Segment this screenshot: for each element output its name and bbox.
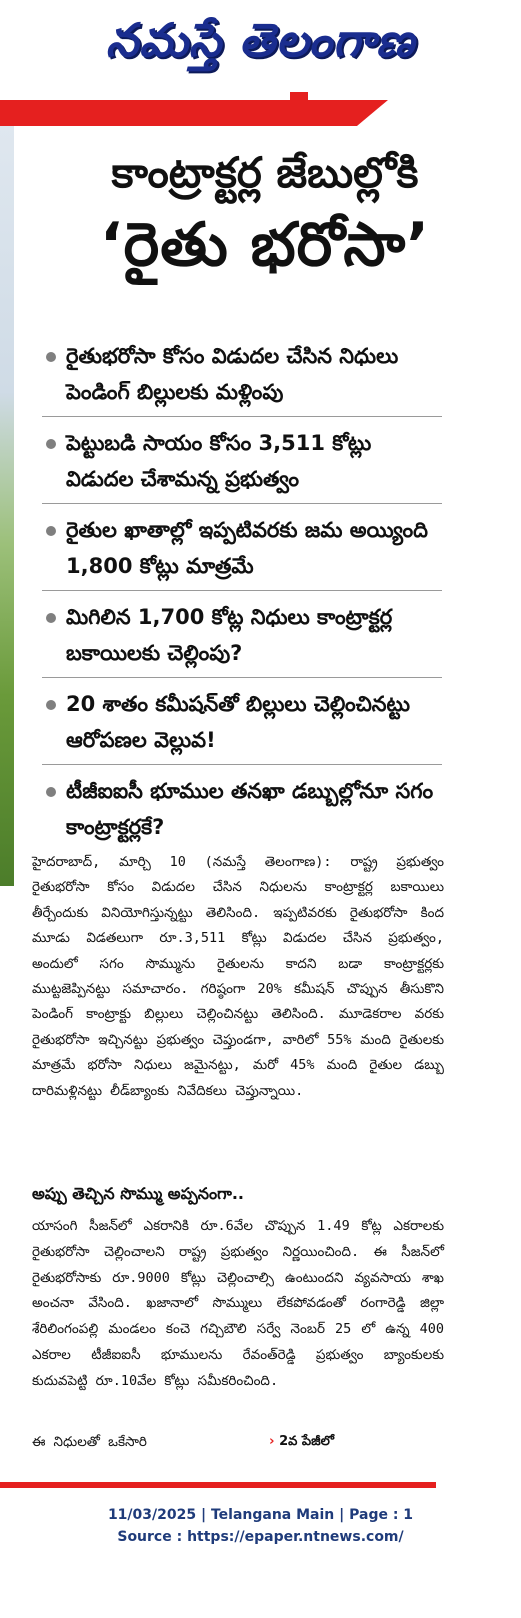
red-band-tab: [290, 92, 308, 100]
continued-on-page-link[interactable]: [269, 1434, 334, 1453]
bullet-point: రైతుల ఖాతాల్లో ఇప్పటివరకు జమ అయ్యింది 1,800 కోట్లు మాత్రమే: [42, 512, 442, 591]
newspaper-logo: నమస్తే తెలంగాణ: [105, 13, 416, 67]
highlight-bullets: [42, 338, 442, 859]
article-last-line: ఈ నిధులతో ఒకేసారి: [32, 1434, 147, 1450]
article-subhead: అప్పు తెచ్చిన సొమ్ము అప్పనంగా..: [32, 1184, 245, 1203]
chevron-right-icon: ›: [269, 1434, 275, 1449]
bullet-point: పెట్టుబడి సాయం కోసం 3,511 కోట్లు విడుదల చేశామన్న ప్రభుత్వం: [42, 425, 442, 504]
bullet-point: రైతుభరోసా కోసం విడుదల చేసిన నిధులు పెండింగ్ బిల్లులకు మళ్లింపు: [42, 338, 442, 417]
bullet-point: మిగిలిన 1,700 కోట్ల నిధులు కాంట్రాక్టర్ల బకాయిలకు చెల్లింపు?: [42, 599, 442, 678]
bullet-point: టీజీఐఐసీ భూముల తనఖా డబ్బుల్లోనూ సగం కాంట్రాక్టర్లకే?: [42, 773, 442, 851]
headline-line-1: కాంట్రాక్టర్ల జేబుల్లోకి: [111, 148, 419, 197]
footer-date-edition: 11/03/2025 | Telangana Main | Page : 1: [107, 1507, 414, 1523]
footer-source-link[interactable]: Source : https://epaper.ntnews.com/: [117, 1529, 404, 1545]
masthead: [0, 0, 521, 92]
headline-line-2: ‘రైతు భరోసా’: [99, 210, 431, 280]
bullet-point: 20 శాతం కమీషన్‌తో బిల్లులు చెల్లించినట్టు ఆరోపణల వెల్లువ!: [42, 686, 442, 765]
continued-page-label: 2వ పేజీలో: [279, 1434, 334, 1449]
article-paragraph-2: యాసంగి సీజన్‌లో ఎకరానికి రూ.6వేల చొప్పున 1.49 కోట్ల ఎకరాలకు రైతుభరోసా చెల్లించాలని రాష్ట్ర ప్రభుత్వం నిర్ణయించింది. ఈ సీజన్‌లో రైతుభరోసాకు రూ.9000 కోట్లు చెల్లించాల్సి ఉంటుందని వ్యవసాయ శాఖ అంచనా వేసింది. ఖజానాలో సొమ్ములు లేకపోవడంతో రంగారెడ్డి జిల్లా శేరిలింగంపల్లి మండలం కంచె గచ్చిబౌలి సర్వే నెంబర్ 25 లో ఉన్న 400 ఎకరాల టీజీఐఐసీ భూములను రేవంత్‌రెడ్డి ప్రభుత్వం బ్యాంకులకు కుదువపెట్టి రూ.10వేల కోట్లు సమీకరించింది.: [32, 1218, 444, 1389]
bottom-red-rule: [0, 1482, 436, 1488]
article-paragraph-1: హైదరాబాద్, మార్చి 10 (నమస్తే తెలంగాణ): రాష్ట్ర ప్రభుత్వం రైతుభరోసా కోసం విడుదల చేసిన నిధులను కాంట్రాక్టర్ల బకాయిలు తీర్చేందుకు వినియోగిస్తున్నట్టు తెలిసింది. ఇప్పటివరకు రైతుభరోసా కింద మూడు విడతలుగా రూ.3,511 కోట్లు విడుదల చేసిన ప్రభుత్వం, అందులో సగం సొమ్మును రైతులను కాదని బడా కాంట్రాక్టర్లకు ముట్టజెప్పినట్టు సమాచారం. గరిష్ఠంగా 20% కమీషన్ చొప్పున తీసుకొని పెండింగ్ కాంట్రాక్టు బిల్లులు చెల్లించినట్టు తెలిసింది. మూడెకరాల వరకు రైతుభరోసా ఇచ్చినట్టు ప్రభుత్వం చెప్తుండగా, వారిలో 55% మంది రైతులకు మాత్రమే భరోసా నిధులు జమైనట్టు, మరో 45% మంది రైతుల డబ్బు దారిమళ్లినట్టు లీడ్‌బ్యాంకు నివేదికలు చెప్తున్నాయి.: [32, 854, 444, 1099]
red-section-band: [0, 100, 388, 126]
article-continuation: [32, 1434, 444, 1453]
page-footer: [0, 1504, 521, 1548]
paddy-field-photo-strip: [0, 126, 14, 886]
